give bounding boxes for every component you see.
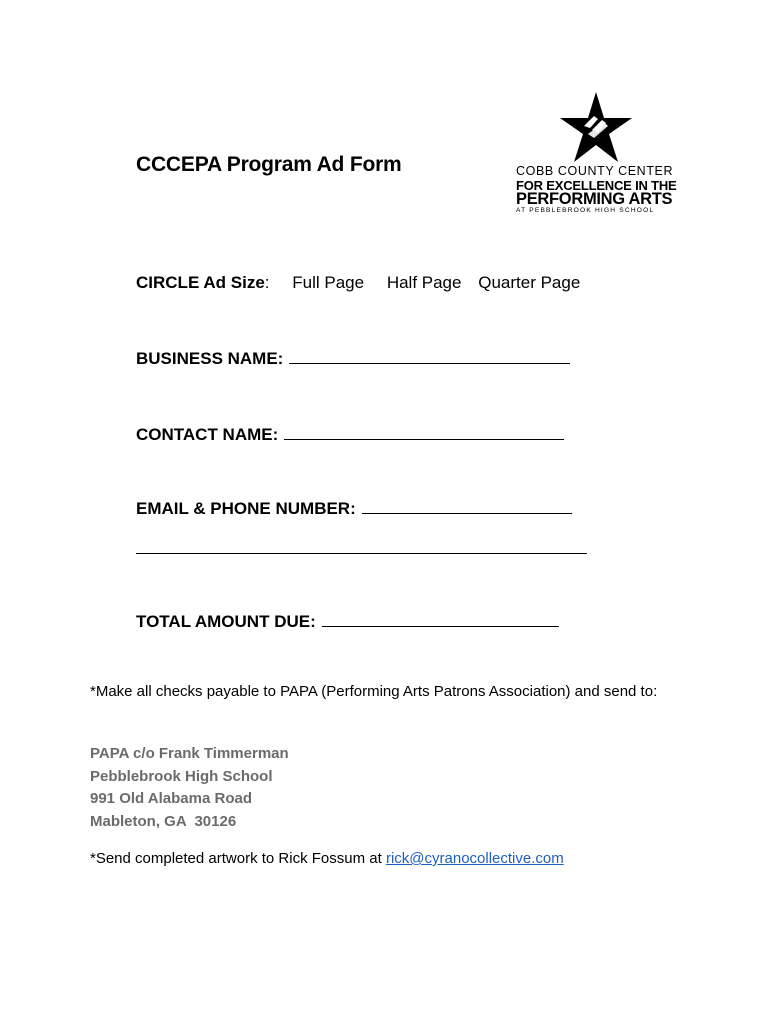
ad-size-label: CIRCLE Ad Size xyxy=(136,273,265,292)
address-line1: PAPA c/o Frank Timmerman xyxy=(90,745,289,762)
email-phone-label: EMAIL & PHONE NUMBER: xyxy=(136,499,356,518)
email-phone-field-continued[interactable] xyxy=(136,553,587,554)
contact-name-label: CONTACT NAME: xyxy=(136,425,279,444)
address-line2: Pebblebrook High School xyxy=(90,767,273,785)
mailing-address xyxy=(90,743,289,833)
email-phone-row xyxy=(136,498,572,519)
star-hands-icon xyxy=(560,92,636,164)
form-title: CCCEPA Program Ad Form xyxy=(136,153,402,176)
logo-text-line1: COBB COUNTY CENTER xyxy=(516,164,674,178)
address-line3: 991 Old Alabama Road xyxy=(90,790,252,807)
business-name-field[interactable] xyxy=(289,348,570,364)
artwork-note xyxy=(90,850,564,867)
ad-size-option-full[interactable]: Full Page xyxy=(292,273,365,292)
total-due-field[interactable] xyxy=(322,611,559,627)
logo-text-line3: PERFORMING ARTS xyxy=(516,190,673,208)
payment-note: *Make all checks payable to PAPA (Performing Arts Patrons Association) and send to: xyxy=(90,683,658,700)
business-name-row xyxy=(136,348,570,369)
ad-size-colon: : xyxy=(264,273,270,292)
logo-text-line4: AT PEBBLEBROOK HIGH SCHOOL xyxy=(516,207,655,214)
address-line4: Mableton, GA 30126 xyxy=(90,812,237,830)
email-phone-field[interactable] xyxy=(362,498,572,514)
contact-name-row xyxy=(136,424,564,445)
cccepa-logo xyxy=(512,92,684,216)
artwork-email-link[interactable]: rick@cyranocollective.com xyxy=(385,850,564,867)
contact-name-field[interactable] xyxy=(284,424,564,440)
business-name-label: BUSINESS NAME: xyxy=(136,349,284,368)
ad-size-row xyxy=(136,273,580,293)
ad-size-option-quarter[interactable]: Quarter Page xyxy=(478,273,581,292)
logo-text-line2: FOR EXCELLENCE IN THE xyxy=(516,178,677,193)
total-due-row xyxy=(136,611,559,632)
artwork-note-text: *Send completed artwork to Rick Fossum at xyxy=(90,850,386,867)
total-due-label: TOTAL AMOUNT DUE: xyxy=(136,612,316,631)
ad-size-option-half[interactable]: Half Page xyxy=(386,273,462,292)
